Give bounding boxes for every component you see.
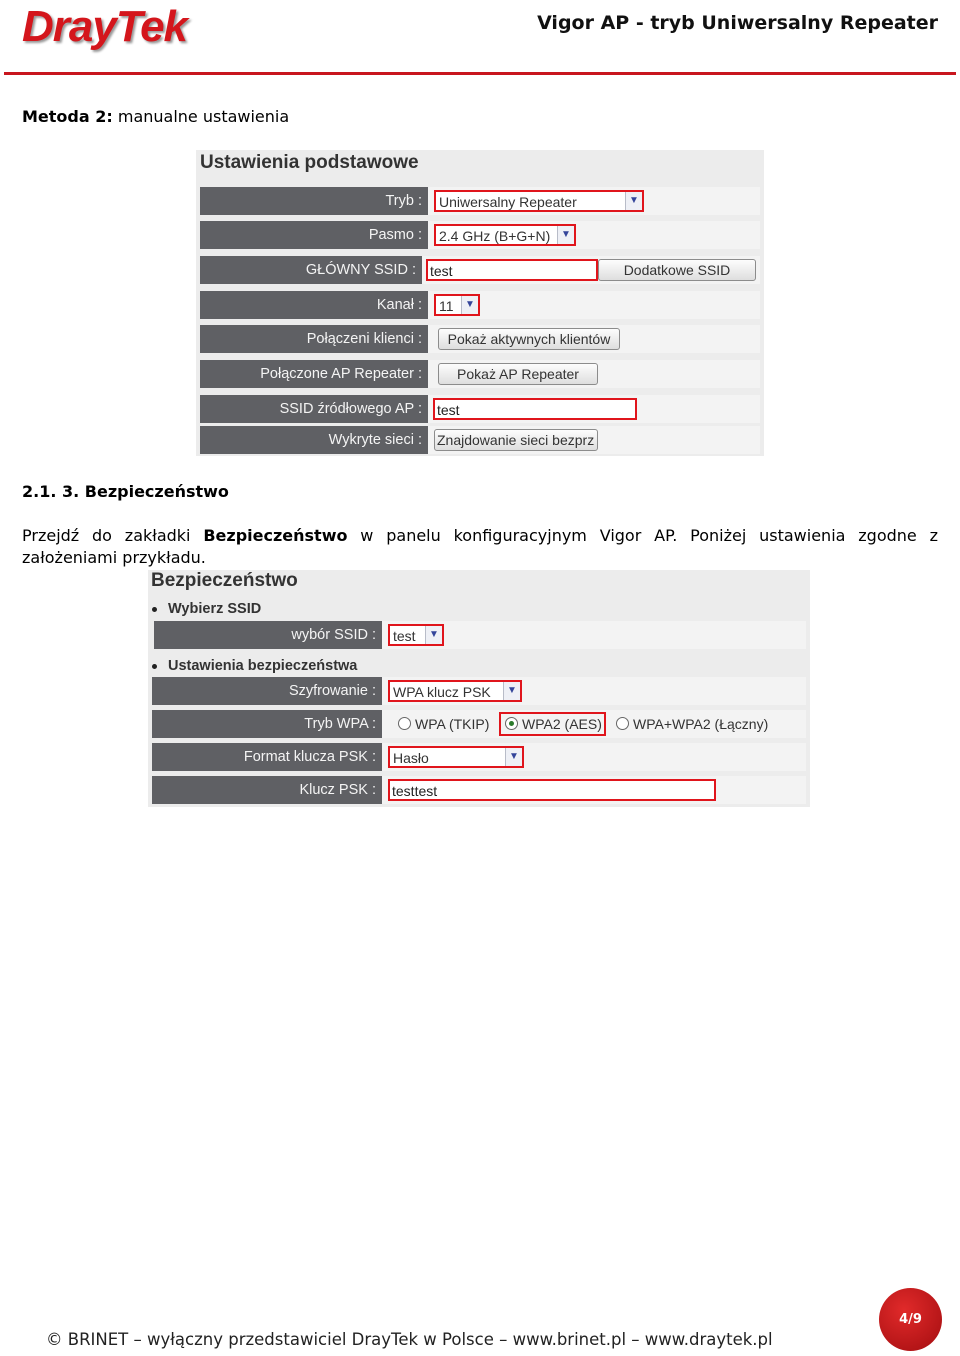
panel-title: Ustawienia podstawowe: [200, 152, 419, 173]
security-settings-heading: [152, 658, 357, 674]
label-channel: Kanał :: [200, 291, 428, 319]
radio-wpa-tkip[interactable]: [398, 714, 489, 734]
row-psk-format: [152, 743, 806, 771]
chevron-down-icon: ▼: [625, 192, 642, 210]
select-ssid-heading: [152, 601, 261, 617]
basic-settings-panel: [196, 150, 764, 456]
bullet-icon: [152, 664, 157, 669]
row-wpa-mode: [152, 710, 806, 738]
security-panel-title: Bezpieczeństwo: [151, 570, 298, 591]
source-ssid-input[interactable]: test: [433, 398, 637, 420]
label-psk-format: Format klucza PSK :: [152, 743, 382, 771]
method-text: manualne ustawienia: [112, 107, 290, 126]
ssid-select-value: test: [393, 628, 416, 644]
label-detected-networks: Wykryte sieci :: [200, 426, 428, 454]
mode-value: Uniwersalny Repeater: [439, 194, 577, 210]
radio-wpa-wpa2[interactable]: [616, 714, 768, 734]
row-encryption: [152, 677, 806, 705]
encryption-select[interactable]: [388, 680, 522, 702]
find-networks-button[interactable]: Znajdowanie sieci bezprz: [434, 429, 598, 451]
paragraph-start: Przejdź do zakładki: [22, 526, 204, 545]
encryption-value: WPA klucz PSK: [393, 684, 491, 700]
label-psk-key: Klucz PSK :: [152, 776, 382, 804]
paragraph-end: w panelu konfiguracyjnym Vigor AP. Poniżej ustawienia zgodne z założeniami przykładu.: [22, 526, 938, 567]
main-ssid-input[interactable]: test: [426, 259, 598, 281]
radio-wpa-tkip-label: WPA (TKIP): [415, 716, 490, 732]
ssid-select[interactable]: [388, 624, 444, 646]
row-detected-networks: [200, 426, 760, 454]
row-band: [200, 221, 760, 249]
chevron-down-icon: ▼: [461, 296, 478, 314]
row-main-ssid: [200, 256, 760, 284]
row-mode: [200, 187, 760, 215]
chevron-down-icon: ▼: [425, 626, 442, 644]
row-channel: [200, 291, 760, 319]
page-number-badge: 4/9: [879, 1288, 942, 1351]
section-paragraph: [22, 525, 938, 569]
paragraph-bold: Bezpieczeństwo: [203, 526, 348, 545]
band-select[interactable]: [434, 224, 576, 246]
show-active-clients-button[interactable]: Pokaż aktywnych klientów: [438, 328, 620, 350]
label-band: Pasmo :: [200, 221, 428, 249]
chevron-down-icon: ▼: [505, 748, 522, 766]
method-line: [22, 107, 289, 126]
footer-text: © BRINET – wyłączny przedstawiciel DrayTek w Polsce – www.brinet.pl – www.draytek.pl: [46, 1330, 773, 1349]
header-divider: [4, 72, 956, 75]
radio-wpa2-aes[interactable]: [499, 712, 606, 736]
psk-format-value: Hasło: [393, 750, 429, 766]
row-source-ssid: [200, 395, 760, 423]
header-title: Vigor AP - tryb Uniwersalny Repeater: [537, 12, 938, 34]
radio-icon: [616, 717, 629, 730]
draytek-logo: DrayTek: [22, 2, 188, 51]
channel-value: 11: [439, 298, 454, 314]
row-psk-key: [152, 776, 806, 804]
label-source-ssid: SSID źródłowego AP :: [200, 395, 428, 423]
label-connected-repeaters: Połączone AP Repeater :: [200, 360, 428, 388]
label-ssid-select: wybór SSID :: [154, 621, 382, 649]
row-ssid-select: [154, 621, 806, 649]
bullet-icon: [152, 607, 157, 612]
security-panel: [148, 570, 810, 807]
psk-format-select[interactable]: [388, 746, 524, 768]
radio-icon: [398, 717, 411, 730]
additional-ssid-button[interactable]: Dodatkowe SSID: [598, 259, 756, 281]
label-wpa-mode: Tryb WPA :: [152, 710, 382, 738]
band-value: 2.4 GHz (B+G+N): [439, 228, 551, 244]
mode-select[interactable]: [434, 190, 644, 212]
channel-select[interactable]: [434, 294, 480, 316]
radio-wpa-wpa2-label: WPA+WPA2 (Łączny): [633, 716, 769, 732]
row-connected-clients: [200, 325, 760, 353]
label-main-ssid: GŁÓWNY SSID :: [200, 256, 422, 284]
label-mode: Tryb :: [200, 187, 428, 215]
chevron-down-icon: ▼: [557, 226, 574, 244]
psk-key-input[interactable]: testtest: [388, 779, 716, 801]
method-label: Metoda 2:: [22, 107, 113, 126]
radio-selected-icon: [505, 717, 518, 730]
row-connected-repeaters: [200, 360, 760, 388]
chevron-down-icon: ▼: [503, 682, 520, 700]
security-settings-heading-text: Ustawienia bezpieczeństwa: [168, 658, 358, 674]
label-encryption: Szyfrowanie :: [152, 677, 382, 705]
label-connected-clients: Połączeni klienci :: [200, 325, 428, 353]
show-ap-repeater-button[interactable]: Pokaż AP Repeater: [438, 363, 598, 385]
radio-wpa2-aes-label: WPA2 (AES): [522, 716, 602, 732]
select-ssid-heading-text: Wybierz SSID: [168, 601, 262, 617]
section-heading: 2.1. 3. Bezpieczeństwo: [22, 482, 229, 501]
